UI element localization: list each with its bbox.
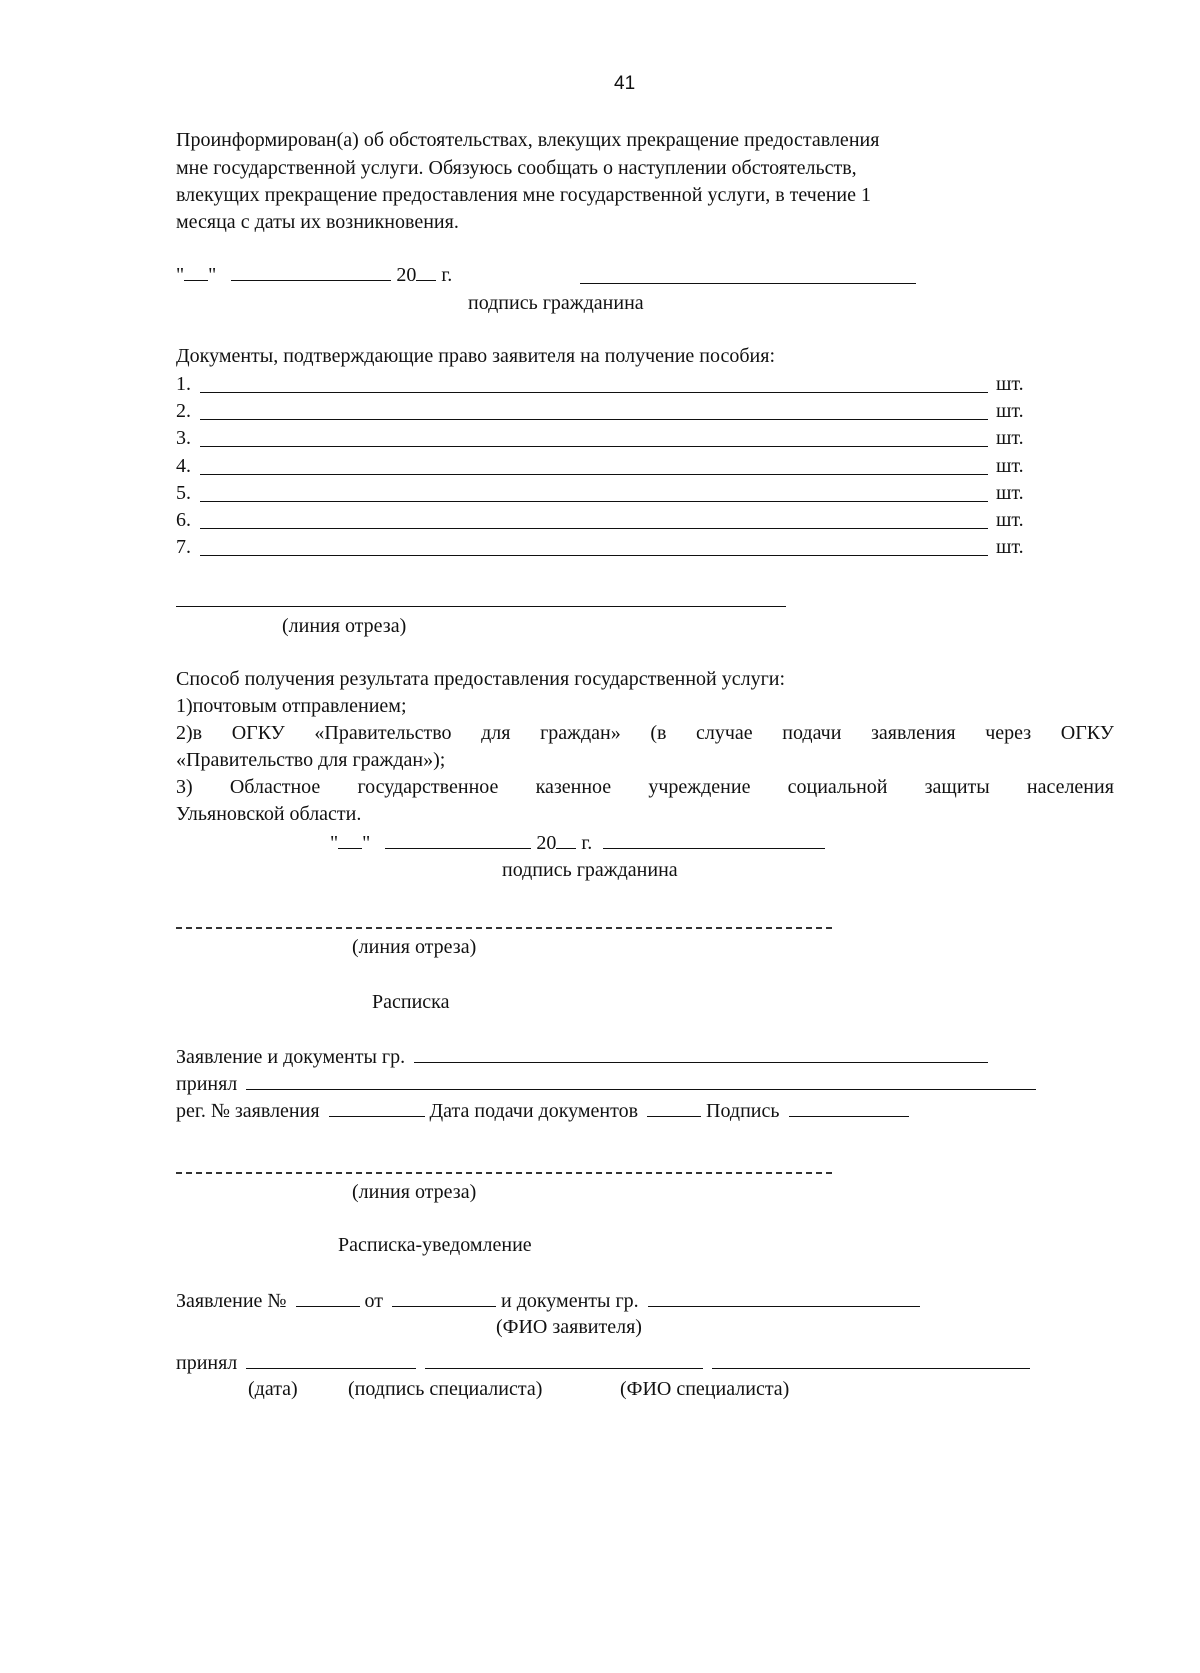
documents-citizen-label: и документы гр. [500,1290,639,1312]
month-blank[interactable] [231,262,391,281]
year-blank[interactable] [416,262,436,281]
word: населения [1026,776,1114,798]
application-date-blank[interactable] [392,1288,496,1307]
word: защиты [924,776,990,798]
page-number: 41 [614,73,636,94]
document-item-blank[interactable] [200,501,988,502]
document-item-number: 4. [176,455,191,477]
receipt-line-1 [176,1044,988,1069]
applicant-fio-caption: (ФИО заявителя) [496,1316,642,1338]
word: учреждение [648,776,751,798]
accept-date-blank[interactable] [246,1350,416,1369]
word: для [481,722,511,744]
word: 3) [176,776,193,798]
cut-line-3 [176,1172,832,1174]
signature-caption-2: подпись гражданина [502,859,678,881]
informed-line-2: мне государственной услуги. Обязуюсь сообщать о наступлении обстоятельств, [176,157,857,179]
document-item-blank[interactable] [200,474,988,475]
word: ОГКУ [231,722,285,744]
cut-line-label-3: (линия отреза) [352,1181,477,1203]
word: государственное [357,776,499,798]
informed-line-3: влекущих прекращение предоставления мне государственной услуги, в течение 1 [176,184,871,206]
document-item-number: 3. [176,427,191,449]
method-option-3-cont: Ульяновской области. [176,803,362,825]
year-prefix: 20 [396,264,417,286]
word: социальной [787,776,888,798]
signature-label: Подпись [706,1100,780,1122]
cut-line-label-2: (линия отреза) [352,936,477,958]
specialist-fio-blank[interactable] [712,1350,1030,1369]
caption-specialist-fio: (ФИО специалиста) [620,1378,790,1400]
document-item-number: 2. [176,400,191,422]
word: случае [696,722,753,744]
quote-open: " [330,832,339,854]
accepted-by-blank[interactable] [246,1071,1036,1090]
documents-heading: Документы, подтверждающие право заявителя на получение пособия: [176,345,776,367]
applicant-name-blank[interactable] [648,1288,920,1307]
method-heading: Способ получения результата предоставления государственной услуги: [176,668,786,690]
word: ОГКУ [1060,722,1114,744]
cut-line-label-1: (линия отреза) [282,615,407,637]
document-item-unit: шт. [996,509,1024,531]
receipt-title: Расписка [372,991,450,1013]
receipt-docs-label: Заявление и документы гр. [176,1046,406,1068]
method-option-3 [176,775,1114,799]
document-item-unit: шт. [996,455,1024,477]
notice-line-2 [176,1350,1030,1375]
year-suffix: г. [581,832,593,854]
word: через [985,722,1032,744]
document-item-unit: шт. [996,482,1024,504]
quote-close: " [362,832,371,854]
month-blank[interactable] [385,830,531,849]
specialist-signature-blank[interactable] [425,1350,703,1369]
informed-line-4: месяца с даты их возникновения. [176,211,459,233]
year-prefix: 20 [536,832,557,854]
word: Областное [229,776,321,798]
informed-line-1: Проинформирован(а) об обстоятельствах, влекущих прекращение предоставления [176,129,880,151]
submission-date-blank[interactable] [647,1098,701,1117]
document-item-unit: шт. [996,400,1024,422]
word: казенное [535,776,612,798]
document-item-number: 7. [176,536,191,558]
document-item-blank[interactable] [200,419,988,420]
notice-accepted-label: принял [176,1352,238,1374]
notice-title: Расписка-уведомление [338,1234,532,1256]
word: граждан» [540,722,621,744]
application-number-blank[interactable] [296,1288,360,1307]
document-item-number: 6. [176,509,191,531]
document-item-number: 5. [176,482,191,504]
word: подачи [782,722,842,744]
date-field-2 [330,830,825,855]
document-item-blank[interactable] [200,392,988,393]
signature-line-1[interactable] [580,283,916,284]
citizen-name-blank[interactable] [414,1044,988,1063]
receipt-line-3 [176,1098,909,1123]
day-blank[interactable] [338,830,362,849]
signature-caption-1: подпись гражданина [468,292,644,314]
word: (в [650,722,667,744]
submission-date-label: Дата подачи документов [429,1100,639,1122]
receipt-accepted-label: принял [176,1073,238,1095]
quote-open: " [176,264,185,286]
notice-line-1 [176,1288,920,1313]
document-item-unit: шт. [996,427,1024,449]
day-blank[interactable] [184,262,208,281]
word: заявления [871,722,956,744]
year-blank[interactable] [556,830,576,849]
application-number-label: Заявление № [176,1290,287,1312]
from-label: от [364,1290,383,1312]
signature-line-2[interactable] [603,830,825,849]
receipt-line-2 [176,1071,1036,1096]
document-item-blank[interactable] [200,446,988,447]
word: 2)в [176,722,203,744]
method-option-2-cont: «Правительство для граждан»); [176,749,446,771]
word: «Правительство [314,722,452,744]
document-item-unit: шт. [996,536,1024,558]
document-item-blank[interactable] [200,528,988,529]
date-field-1 [176,262,452,287]
cut-line-1 [176,606,786,607]
quote-close: " [208,264,217,286]
reg-number-label: рег. № заявления [176,1100,320,1122]
year-suffix: г. [441,264,453,286]
method-option-2 [176,721,1114,745]
method-option-1: 1)почтовым отправлением; [176,695,407,717]
document-item-unit: шт. [996,373,1024,395]
document-item-number: 1. [176,373,191,395]
caption-date: (дата) [248,1378,298,1400]
caption-specialist-signature: (подпись специалиста) [348,1378,543,1400]
document-item-blank[interactable] [200,555,988,556]
reg-number-blank[interactable] [329,1098,425,1117]
receipt-signature-blank[interactable] [789,1098,909,1117]
cut-line-2 [176,927,832,929]
